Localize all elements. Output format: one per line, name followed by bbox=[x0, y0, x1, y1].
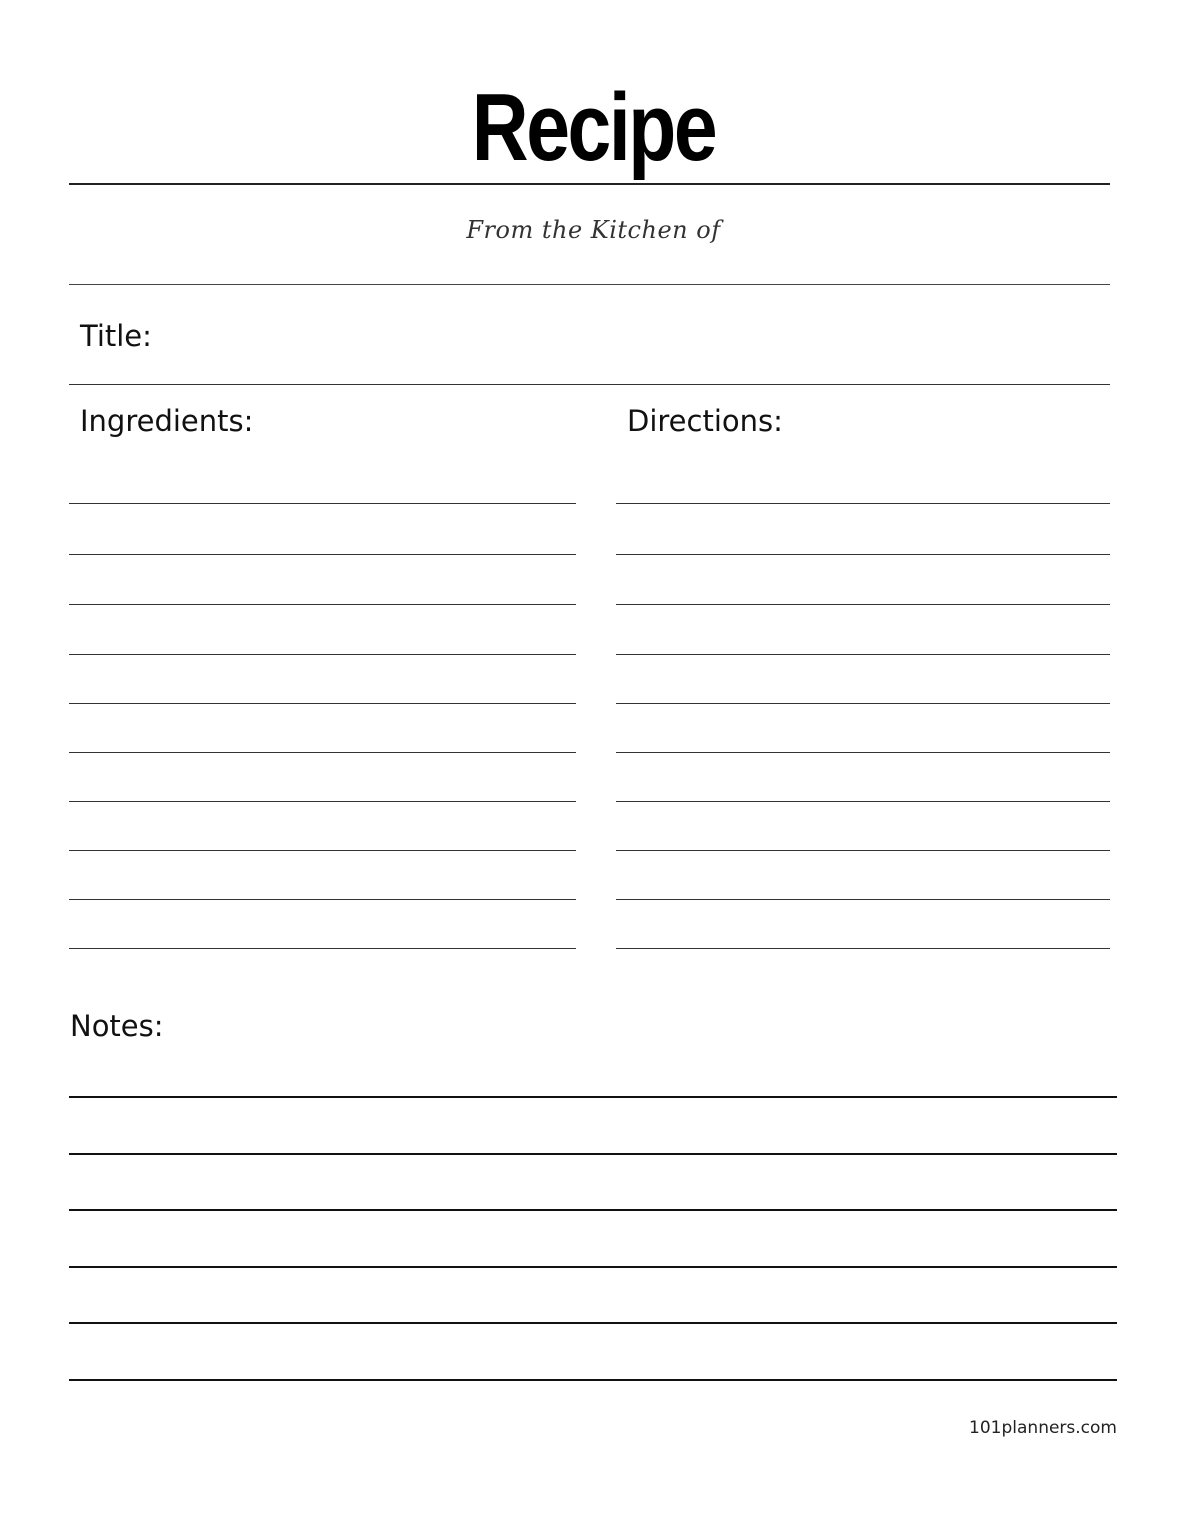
footer-site: 101planners.com bbox=[969, 1418, 1117, 1438]
note-line[interactable] bbox=[69, 1209, 1117, 1211]
direction-line[interactable] bbox=[616, 604, 1110, 605]
ingredient-line[interactable] bbox=[69, 703, 576, 704]
ingredient-line[interactable] bbox=[69, 801, 576, 802]
ingredient-line[interactable] bbox=[69, 604, 576, 605]
direction-line[interactable] bbox=[616, 899, 1110, 900]
ingredient-line[interactable] bbox=[69, 948, 576, 949]
from-kitchen-label: From the Kitchen of bbox=[466, 216, 721, 244]
recipe-title-line[interactable] bbox=[69, 384, 1110, 385]
recipe-title-label: Title: bbox=[80, 319, 152, 353]
note-line[interactable] bbox=[69, 1379, 1117, 1381]
note-line[interactable] bbox=[69, 1153, 1117, 1155]
direction-line[interactable] bbox=[616, 703, 1110, 704]
direction-line[interactable] bbox=[616, 850, 1110, 851]
ingredient-line[interactable] bbox=[69, 899, 576, 900]
note-line[interactable] bbox=[69, 1322, 1117, 1324]
ingredient-line[interactable] bbox=[69, 503, 576, 504]
ingredients-label: Ingredients: bbox=[80, 404, 254, 438]
direction-line[interactable] bbox=[616, 554, 1110, 555]
page-title: Recipe bbox=[471, 74, 716, 181]
title-divider bbox=[69, 183, 1110, 185]
note-line[interactable] bbox=[69, 1096, 1117, 1098]
ingredient-line[interactable] bbox=[69, 654, 576, 655]
notes-label: Notes: bbox=[70, 1009, 164, 1043]
direction-line[interactable] bbox=[616, 503, 1110, 504]
ingredient-line[interactable] bbox=[69, 850, 576, 851]
ingredient-line[interactable] bbox=[69, 554, 576, 555]
direction-line[interactable] bbox=[616, 801, 1110, 802]
direction-line[interactable] bbox=[616, 948, 1110, 949]
direction-line[interactable] bbox=[616, 654, 1110, 655]
direction-line[interactable] bbox=[616, 752, 1110, 753]
ingredient-line[interactable] bbox=[69, 752, 576, 753]
directions-label: Directions: bbox=[627, 404, 783, 438]
kitchen-name-line[interactable] bbox=[69, 284, 1110, 285]
note-line[interactable] bbox=[69, 1266, 1117, 1268]
